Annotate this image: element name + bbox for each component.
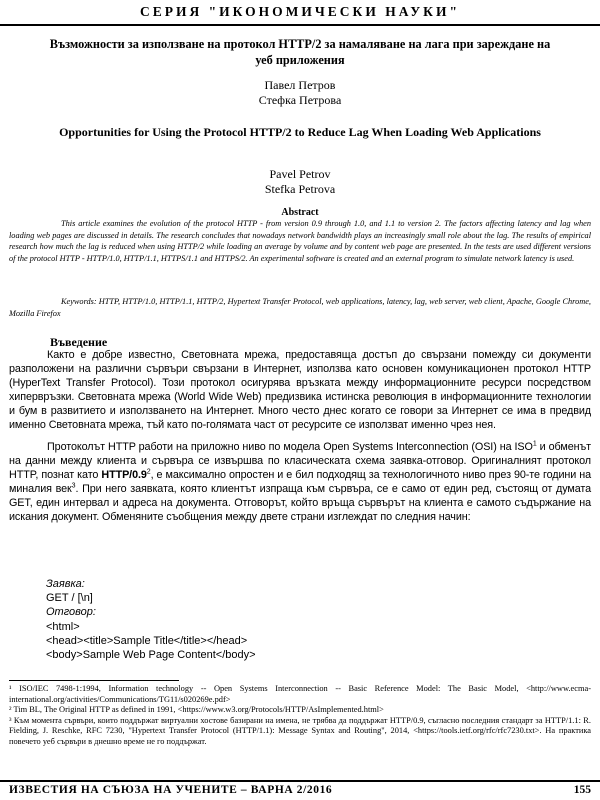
response-label: Отговор: [46,606,96,619]
footnote-ref-3: 3 [71,482,76,490]
request-line: GET / [\n] [46,592,93,605]
series-header: СЕРИЯ "ИКОНОМИЧЕСКИ НАУКИ" [140,4,460,19]
title-english: Opportunities for Using the Protocol HTTP/2 to Reduce Lag When Loading Web Applications [59,125,541,139]
intro-paragraph-1: Както е добре известно, Световната мрежа, предоставяща достъп до свързани помежду си документи разположени на различни сървъри свързани в Интернет, използва като основен комуникационен протокол HTTP (HyperText Transfer Protocol). Този протокол осигурява връзката между информационните ресурси посредством хипервръзки. Световната мрежа (World Wide Web) предизвика истинска революция в информационните технологии и бум в развитието и използването на Интернет. Много често днес когато се говори за Интернет се има в предвид именно Световната мрежа, тъй като по-голямата част от ресурсите се използват именно чрез нея. [9,349,591,431]
keywords: Keywords: HTTP, HTTP/1.0, HTTP/1.1, HTTP/2, Hypertext Transfer Protocol, web applications, latency, lag, web server, web client, Apache, Google Chrome, Mozilla Firefox [9,297,591,318]
authors-bulgarian [0,78,600,108]
footnotes [9,684,591,748]
response-line: <head><title>Sample Title</title></head> [46,634,248,647]
footer-rule [0,780,600,782]
journal-name: ИЗВЕСТИЯ НА СЪЮЗА НА УЧЕНИТЕ – ВАРНА 2/2016 [9,784,333,796]
http-example [46,577,256,662]
footnote-1: ¹ ISO/IEC 7498-1:1994, Information technology -- Open Systems Interconnection -- Basic Reference Model: The Basic Model, <http://www.ecma-international.org/activities/Communications/TG11/s020269e.pdf> [9,684,591,704]
author-1-bg: Павел Петров [264,78,336,92]
footnote-rule [9,680,179,681]
abstract-text: This article examines the evolution of the protocol HTTP - from version 0.9 through 1.0, and 1.1 to version 2. The factors affecting latency and lag when loading web pages are discussed in details. The research concludes that nowadays network bandwidth plays an increasingly small role about the lag. The results of empirical research how much the lag is reduced when using HTTP/2 while loading an average by volume and by content web page are presented. In the tests are used different versions of the protocol HTTP - HTTP/1.0, HTTP/1.1, HTTPS/1.1 and HTTPS/2. An experimental software is created and an external program to simulate network latency is used. [9,219,591,263]
author-2-en: Stefka Petrova [264,182,336,196]
abstract-heading: Abstract [281,207,319,218]
intro-paragraph-2: Протоколът HTTP работи на приложно ниво по модела Open Systems Interconnection (OSI) на ISO$^1$ и обменът на данни между клиента и сървъра се извършва по класическата схема заявка-отговор. Оригиналният протокол HTTP, познат като HTTP/$0.9^2$, е максимално опростен и е бил подходящ за технологичното ниво през 90-те години на миналия век$^3$. При него заявката, която клиентът изпраща към сървъра, се е само от един ред, състоящ от думата GET, един интервал и адреса на документа. Отговорът, който връща сървърът на клиента е самото съдържание на искания документ. Обменяните съобщения между двете страни изглеждат по следния начин: [9,440,591,523]
page-number: 155 [573,784,591,796]
footnote-2: ² Tim BL, The Original HTTP as defined in 1991, <https://www.w3.org/Protocols/HTTP/AsImplemented.html> [9,705,384,715]
request-label: Заявка: [46,578,85,590]
http09-emphasis: HTTP/0.9 [101,469,147,481]
author-2-bg: Стефка Петрова [258,93,342,107]
footnote-ref-2: 2 [146,468,151,476]
footnote-ref-1: 1 [532,440,537,448]
authors-english [0,167,600,197]
response-line: <body>Sample Web Page Content</body> [46,649,256,662]
author-1-en: Pavel Petrov [269,167,331,181]
footnote-3: ³ Към момента сървъри, които поддържат виртуални хостове базирани на имена, не трябва да поддържат HTTP/0.9, съгласно последния стандарт за HTTP/1.1: R. Fielding, J. Reschke, RFC 7230, "Hypertext Transfer Protocol (HTTP/1.1): Message Syntax and Routing", 2014, <https://tools.ietf.org/rfc/rfc7230.txt>. На практика повечето уеб сървъри в днешно време не го поддържат. [9,715,591,746]
header-rule [0,24,600,26]
section-heading-introduction: Въведение [50,335,108,349]
title-bulgarian: Възможности за използване на протокол HTTP/2 за намаляване на лага при зареждане на уеб приложения [49,37,551,67]
journal-footer [9,784,591,796]
response-line: <html> [46,620,80,633]
